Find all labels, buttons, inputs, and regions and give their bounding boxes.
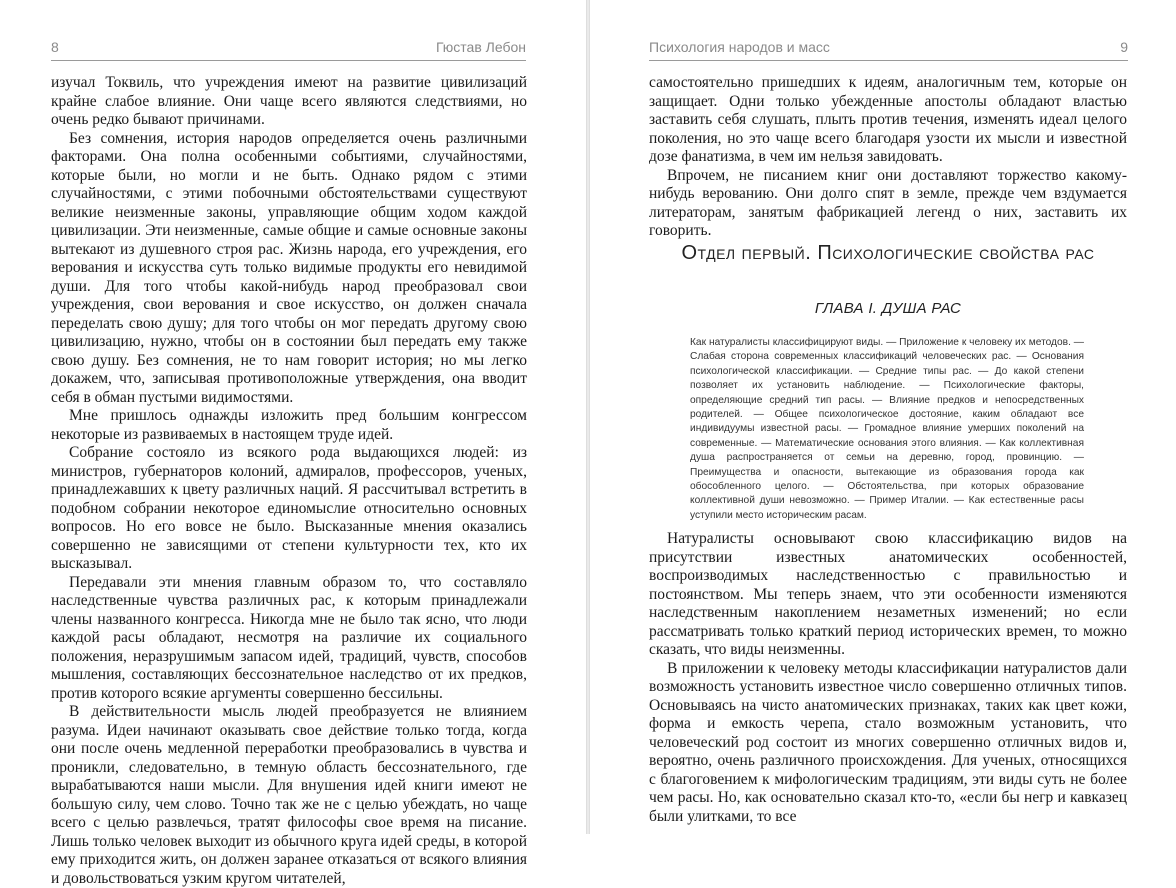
running-head: Психология народов и масс <box>649 39 830 55</box>
left-page <box>0 0 586 887</box>
right-body-text-top <box>649 74 1127 241</box>
left-header <box>51 39 526 61</box>
paragraph: Мне пришлось однажды изложить пред большим конгрессом некоторые из развиваемых в настоящем труде идей. <box>51 407 527 443</box>
page-number: 9 <box>1120 39 1128 55</box>
left-body-text <box>51 74 527 888</box>
right-page <box>590 0 1176 834</box>
paragraph: Передавали эти мнения главным образом то, что составляло наследственные чувства различных рас, к которым принадлежали члены названного конгресса. Никогда мне не было так ясно, что люди каждой расы обладают, несмотря на различие их социального положения, неразрушимым запасом идей, традиций, чувств, способов мышления, составляющих бессознательное наследство от их предков, против которого всякие аргументы совершенно бессильны. <box>51 573 527 702</box>
section-title: Отдел первый. Психологические свойства рас <box>681 242 1095 264</box>
paragraph: В приложении к человеку методы классификации натуралистов дали возможность установить известное число совершенно отличных типов. Основываясь на чисто анатомических признаках, таких как цвет кожи, форма и емкость черепа, стало возможным установить, что человеческий род состоит из многих совершенно отличных видов и, вероятно, очень различного происхождения. Для ученых, относящихся с благоговением к мифологическим традициям, эти виды суть не более чем расы. Но, как основательно сказал кто-то, «если бы негр и кавказец были улитками, то все <box>649 659 1127 825</box>
paragraph: самостоятельно пришедших к идеям, аналогичным тем, которые он защищает. Одни только убежденные апостолы обладают властью заставить себя слушать, плыть против течения, изменять идеал целого поколения, но это чаще всего благодаря узости их мысли и известной дозе фанатизма, в чем им нельзя завидовать. <box>649 74 1127 165</box>
paragraph: Впрочем, не писанием книг они доставляют торжество какому-нибудь верованию. Они долго спят в земле, прежде чем вздумается литераторам, занятым фабрикацией легенд о них, заставить их говорить. <box>649 166 1127 239</box>
paragraph: Без сомнения, история народов определяется очень различными факторами. Она полна особенными событиями, случайностями, которые были, но могли и не быть. Однако рядом с этими случайностями, с этими побочными обстоятельствами существуют великие неизменные законы, управляющие общим ходом каждой цивилизации. Эти неизменные, самые общие и самые основные законы вытекают из душевного строя рас. Жизнь народа, его учреждения, его верования и искусства суть только видимые продукты его невидимой души. Для того чтобы какой-нибудь народ преобразовал свои учреждения, свои верования и свое искусство, он должен сначала переделать свою душу; для того чтобы он мог передать другому свою цивилизацию, нужно, чтобы он в состоянии был передать ему также свою душу. Без сомнения, не то нам говорит история; но мы легко докажем, что, записывая противоположные утверждения, она вводит себя в обман пустыми видимостями. <box>51 129 527 406</box>
paragraph: Натуралисты основывают свою классификацию видов на присутствии известных анатомических особенностей, воспроизводимых наследственностью с правильностью и постоянством. Мы теперь знаем, что эти особенности изменяются наследственным накоплением незаметных изменений; но если рассматривать только краткий период исторических времен, то можно сказать, что виды неизменны. <box>649 530 1127 658</box>
page-number: 8 <box>51 39 59 55</box>
chapter-title: ГЛАВА I. ДУША РАС <box>814 300 962 317</box>
header-rule <box>649 60 1128 61</box>
paragraph: изучал Токвиль, что учреждения имеют на развитие цивилизаций крайне слабое влияние. Они чаще всего являются следствиями, но очень редко бывают причинами. <box>51 74 527 128</box>
paragraph: Собрание состояло из всякого рода выдающихся людей: из министров, губернаторов колоний, адмиралов, профессоров, ученых, принадлежавших к цвету различных наций. Я рассчитывал встретить в подобном собрании некоторое единомыслие относительно основных вопросов. Но его вовсе не было. Высказанные мнения оказались совершенно не зависящими от степени культурности тех, кто их высказывал. <box>51 444 527 572</box>
header-rule <box>51 60 526 61</box>
running-head: Гюстав Лебон <box>435 39 526 55</box>
chapter-summary: Как натуралисты классифицируют виды. — Приложение к человеку их методов. — Слабая сторона современных классификаций человеческих рас. — Основания психологической классификации. — Средние типы рас. — До какой степени позволяет их установить наблюдение. — Психологические факторы, определяющие средний тип расы. — Влияние предков и непосредственных родителей. — Общее психологическое достояние, каким обладают все индивидуумы известной расы. — Громадное влияние умерших поколений на современные. — Математические основания этого влияния. — Как коллективная душа распространяется от семьи на деревню, город, провинцию. — Преимущества и опасности, вытекающие из образования города как обособленного целого. — Обстоятельства, при которых образование коллективной души невозможно. — Пример Италии. — Как естественные расы уступили место историческим расам. <box>690 337 1084 521</box>
right-body-text-bottom <box>649 530 1127 826</box>
right-header <box>649 39 1128 61</box>
paragraph: В действительности мысль людей преобразуется не влиянием разума. Идеи начинают оказывать свое действие только тогда, когда они после очень медленной переработки преобразовались в чувства и проникли, следовательно, в темную область бессознательного, где вырабатываются наши мысли. Для внушения идей книги имеют не большую силу, чем слово. Точно так же не с целью убеждать, но чаще всего с целью развлечься, тратят философы свое время на писание. Лишь только человек выходит из обычного круга идей среды, в которой ему приходится жить, он должен заранее отказаться от всякого влияния и довольствоваться узким кругом читателей, <box>51 703 527 887</box>
